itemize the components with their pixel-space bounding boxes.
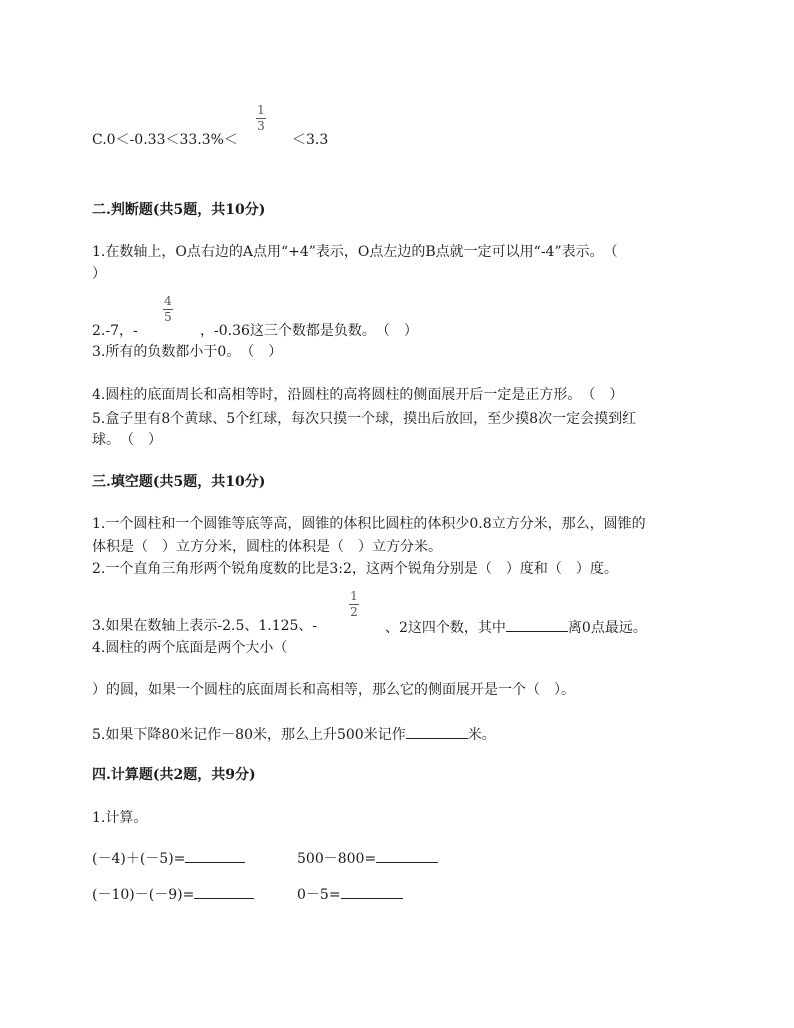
s4-q1-label: 1.计算。 — [92, 810, 148, 826]
fraction-four-fifths: 4 5 — [164, 294, 172, 324]
s3-q4-line2: ）的圆，如果一个圆柱的底面周长和高相等，那么它的侧面展开是一个（ ）。 — [92, 682, 575, 698]
fraction-one-third: 1 3 — [257, 103, 265, 133]
s2-q5-line2: 球。 （ ） — [92, 432, 162, 448]
s3-q2: 2.一个直角三角形两个锐角度数的比是3:2，这两个锐角分别是（ ）度和（ ）度。 — [92, 561, 618, 577]
calc-expr-4: 0－5= — [297, 884, 403, 904]
s3-q1-line2: 体积是（ ）立方分米，圆柱的体积是（ ）立方分米。 — [92, 539, 442, 555]
section3-title: 三.填空题(共5题，共10分) — [92, 474, 266, 490]
s3-q4-line1: 4.圆柱的两个底面是两个大小（ — [92, 640, 288, 656]
s2-q1-line1: 1.在数轴上，O点右边的A点用“+4”表示，O点左边的B点就一定可以用“-4”表示。 （ — [92, 244, 618, 260]
option-c-left: C.0＜-0.33＜33.3%＜ — [92, 132, 238, 148]
s3-q3-right: 、2这四个数，其中 离0点最远。 — [385, 617, 647, 637]
s2-q5-line1: 5.盒子里有8个黄球、5个红球，每次只摸一个球，摸出后放回，至少摸8次一定会摸到红 — [92, 411, 637, 427]
option-c — [92, 131, 238, 149]
s2-q1-line2: ） — [92, 266, 106, 282]
answer-blank[interactable] — [506, 617, 568, 632]
answer-blank[interactable] — [194, 884, 254, 899]
s3-q3-left: 3.如果在数轴上表示-2.5、1.125、- — [92, 618, 318, 634]
s2-q3: 3.所有的负数都小于0。 （ ） — [92, 344, 283, 360]
section2-title: 二.判断题(共5题，共10分) — [92, 202, 266, 218]
answer-blank[interactable] — [185, 848, 245, 863]
option-c-right: ＜3.3 — [292, 132, 329, 148]
calc-expr-1: (－4)＋(－5)= — [92, 848, 245, 868]
calc-expr-2: 500－800= — [297, 848, 438, 868]
s2-q2-left: 2.-7，- — [92, 323, 138, 339]
s3-q5: 5.如果下降80米记作－80米，那么上升500米记作 米。 — [92, 724, 496, 744]
fraction-one-half: 1 2 — [350, 589, 358, 619]
s2-q4: 4.圆柱的底面周长和高相等时，沿圆柱的高将圆柱的侧面展开后一定是正方形。 （ ） — [92, 387, 624, 403]
calc-expr-3: (－10)－(－9)= — [92, 884, 254, 904]
answer-blank[interactable] — [406, 724, 468, 739]
s3-q1-line1: 1.一个圆柱和一个圆锥等底等高，圆锥的体积比圆柱的体积少0.8立方分米，那么，圆锥的 — [92, 516, 646, 532]
answer-blank[interactable] — [341, 884, 403, 899]
s2-q2-right: ，-0.36这三个数都是负数。 （ ） — [200, 323, 418, 339]
section4-title: 四.计算题(共2题，共9分) — [92, 767, 256, 783]
answer-blank[interactable] — [376, 848, 438, 863]
